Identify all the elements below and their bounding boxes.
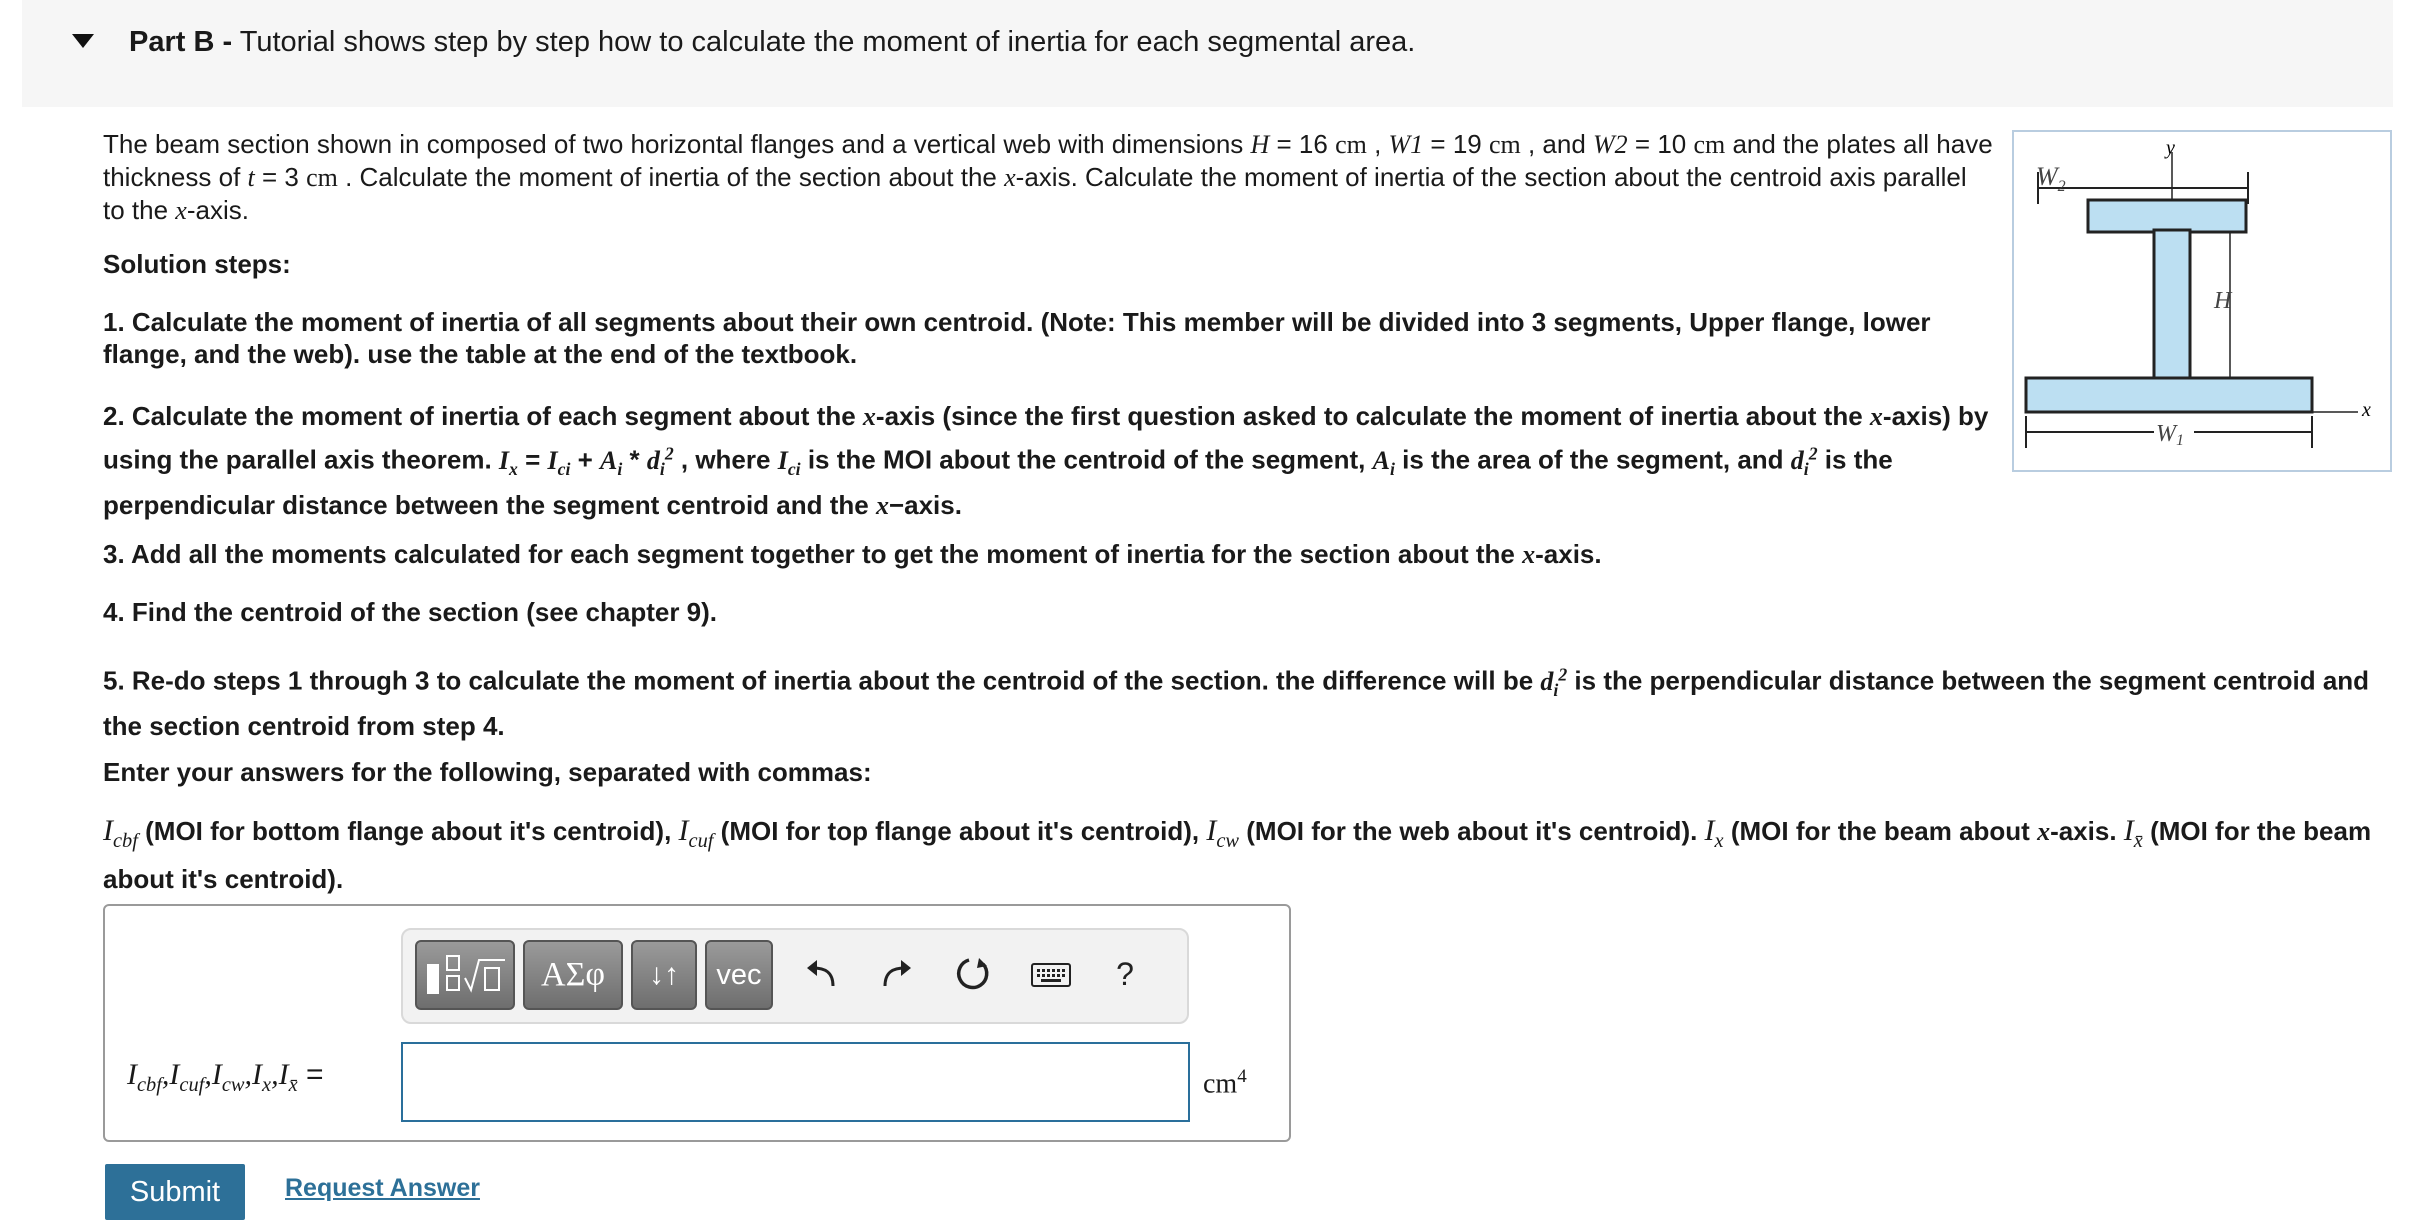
- problem-text: . Calculate the moment of inertia of the section about the: [337, 162, 1005, 192]
- enter-instructions: Enter your answers for the following, separated with commas:: [103, 757, 872, 787]
- formula-Ix: $I_x$: [498, 445, 518, 479]
- answer-description-text: (MOI for the beam about: [1723, 816, 2038, 846]
- formula-Ai: $A_i$: [600, 445, 623, 479]
- var-x: x: [1004, 163, 1016, 192]
- var-x: x: [1869, 402, 1883, 431]
- reset-icon: [953, 954, 993, 994]
- math-toolbar: [401, 928, 1189, 1024]
- step-2-text: -axis (since the first question asked to calculate the moment of inertia about the: [875, 401, 1870, 431]
- collapse-toggle-icon[interactable]: [72, 34, 94, 48]
- answer-box: [103, 904, 1291, 1142]
- arrows-button[interactable]: ↓↑: [631, 940, 697, 1010]
- x-axis-label: x: [2362, 399, 2371, 421]
- keyboard-button[interactable]: [1021, 946, 1081, 1002]
- unit-W1: cm: [1488, 130, 1521, 159]
- answer-description-text: -axis.: [2050, 816, 2124, 846]
- var-x: x: [875, 490, 889, 520]
- submit-button[interactable]: Submit: [105, 1164, 245, 1220]
- var-di2: $d_i^2$: [1540, 664, 1568, 700]
- step-5: [103, 656, 2383, 744]
- reset-button[interactable]: [945, 946, 1001, 1002]
- step-2-text: is the MOI about the centroid of the segment,: [800, 444, 1373, 475]
- var-W1: W1: [1388, 130, 1424, 159]
- beam-section-figure: [2012, 130, 2392, 472]
- answer-label: [127, 1058, 324, 1097]
- var-Ixbar: $I_{x̄}$: [2123, 814, 2143, 852]
- step-2-text: is the perpendicular distance between the segment centroid and the: [103, 444, 1893, 520]
- unit-power: 4: [1237, 1066, 1247, 1087]
- step-3-text: 3. Add all the moments calculated for each segment together to get the moment of inertia for the section about the: [103, 539, 1523, 569]
- var-x: x: [1522, 540, 1536, 569]
- solution-heading: Solution steps:: [103, 249, 291, 279]
- value-W2: = 10: [1627, 129, 1694, 159]
- var-x: x: [862, 402, 876, 431]
- answer-description-text: (MOI for top flange about it's centroid),: [713, 816, 1207, 846]
- answer-description: [103, 812, 2383, 898]
- w2-label-text: $W_2$: [2036, 162, 2066, 196]
- step-3: [103, 538, 1602, 571]
- answer-label-vars: $I_{cbf},I_{cuf},I_{cw},I_x,I_{x̄}$: [127, 1058, 298, 1096]
- greek-symbols-button[interactable]: ΑΣφ: [523, 940, 623, 1010]
- problem-text: and the plates all have thickness of: [103, 129, 1993, 192]
- unit-label: [1203, 1066, 1247, 1100]
- formula-di2: $d_i^2$: [646, 443, 674, 479]
- top-flange: [2088, 200, 2246, 232]
- step-3-text: -axis.: [1535, 539, 1602, 569]
- var-Icw: $I_{cw}$: [1206, 814, 1240, 852]
- var-x: x: [175, 196, 187, 225]
- h-label: H: [2214, 288, 2232, 314]
- templates-button[interactable]: [415, 940, 515, 1010]
- step-5-text: is the perpendicular distance between the segment centroid and the section centroid from step 4.: [103, 665, 2370, 741]
- var-t: t: [247, 163, 255, 192]
- step-5-text: 5. Re-do steps 1 through 3 to calculate the moment of inertia about the centroid of the section. the difference will be: [103, 665, 1541, 696]
- unit-W2: cm: [1693, 130, 1726, 159]
- y-axis-label: y: [2166, 137, 2175, 159]
- vector-button[interactable]: vec: [705, 940, 773, 1010]
- var-Icbf: $I_{cbf}$: [103, 814, 138, 852]
- part-label: Part B -: [129, 26, 233, 58]
- unit-H: cm: [1335, 130, 1367, 159]
- step-2-text: -axis) by using the parallel axis theorem.: [103, 401, 1989, 475]
- problem-text: , and: [1520, 129, 1594, 159]
- bottom-flange: [2026, 378, 2312, 412]
- part-title: [129, 22, 1415, 62]
- request-answer-link[interactable]: Request Answer: [285, 1174, 480, 1202]
- step-2: 2. Calculate the moment of inertia of each segment about the x-axis (since the first question asked to calculate the moment of inertia about the x-axis) by using the parallel axis theorem. $I_x = I_{ci} + A_i * d_i^2$ , where $I_{ci}$ is the MOI about the centroid of the segment, $A_i$ is the area of the segment, and $d_i^2$ is the perpendicular distance between the segment centroid and the x−axis.: [103, 401, 1989, 520]
- answer-description-text: (MOI for the beam about it's centroid).: [103, 816, 2372, 894]
- part-title-text: Tutorial shows step by step how to calculate the moment of inertia for each segmental area.: [239, 26, 1416, 58]
- step-2-text: 2. Calculate the moment of inertia of each segment about the: [103, 401, 863, 431]
- templates-icon: [421, 950, 509, 1000]
- answer-label-equals: =: [305, 1058, 324, 1091]
- i-beam-diagram: [2014, 132, 2390, 470]
- step-2-text: is the area of the segment, and: [1394, 444, 1791, 475]
- w1-label: W1: [2156, 421, 2184, 449]
- part-header: [22, 0, 2393, 107]
- problem-text: The beam section shown in composed of two horizontal flanges and a vertical web with dimensions: [103, 129, 1251, 159]
- undo-icon: [803, 956, 839, 992]
- step-2-text: −axis.: [888, 489, 962, 520]
- keyboard-icon: [1030, 960, 1072, 988]
- step-1: 1. Calculate the moment of inertia of all segments about their own centroid. (Note: This member will be divided into 3 segments, Upper flange, lower flange, and the web). use the table at the end of the textbook.: [103, 307, 1931, 369]
- problem-statement: The beam section shown in composed of two horizontal flanges and a vertical web with dimensions H = 16 cm , W1 = 19 cm , and W2 = 10 cm and the plates all have thickness of t = 3 cm . Calculate the moment of inertia of the section about the x-axis. Calculate the moment of inertia of the section about the centroid axis parallel to the x-axis.: [103, 129, 1993, 225]
- value-W1: = 19: [1423, 129, 1489, 159]
- var-x: x: [2037, 817, 2051, 846]
- help-button[interactable]: ?: [1116, 955, 1134, 992]
- var-Ici: $I_{ci}$: [777, 445, 801, 479]
- undo-button[interactable]: [793, 946, 849, 1002]
- value-H: = 16: [1269, 129, 1336, 159]
- var-W2: W2: [1593, 130, 1628, 159]
- step-2-text: , where: [673, 444, 778, 475]
- step-4: 4. Find the centroid of the section (see chapter 9).: [103, 597, 717, 627]
- problem-text: -axis.: [186, 195, 249, 225]
- var-Ai: $A_i$: [1372, 445, 1395, 479]
- formula-Ici: $I_{ci}$: [547, 445, 571, 479]
- unit-t: cm: [306, 163, 338, 192]
- redo-button[interactable]: [869, 946, 925, 1002]
- redo-icon: [879, 956, 915, 992]
- problem-text: -axis. Calculate the moment of inertia of the section about the centroid axis parallel to the: [103, 162, 1967, 225]
- var-H: H: [1250, 130, 1270, 159]
- answer-description-text: (MOI for the web about it's centroid).: [1239, 816, 1705, 846]
- web: [2154, 230, 2190, 378]
- answer-description-text: (MOI for bottom flange about it's centroid),: [137, 816, 679, 846]
- var-Ix: $I_x$: [1704, 814, 1724, 852]
- var-di2: $d_i^2$: [1790, 443, 1818, 479]
- value-t: = 3: [254, 162, 307, 192]
- var-Icuf: $I_{cuf}$: [678, 814, 714, 852]
- unit-text: cm: [1203, 1068, 1238, 1100]
- answer-input[interactable]: [401, 1042, 1190, 1122]
